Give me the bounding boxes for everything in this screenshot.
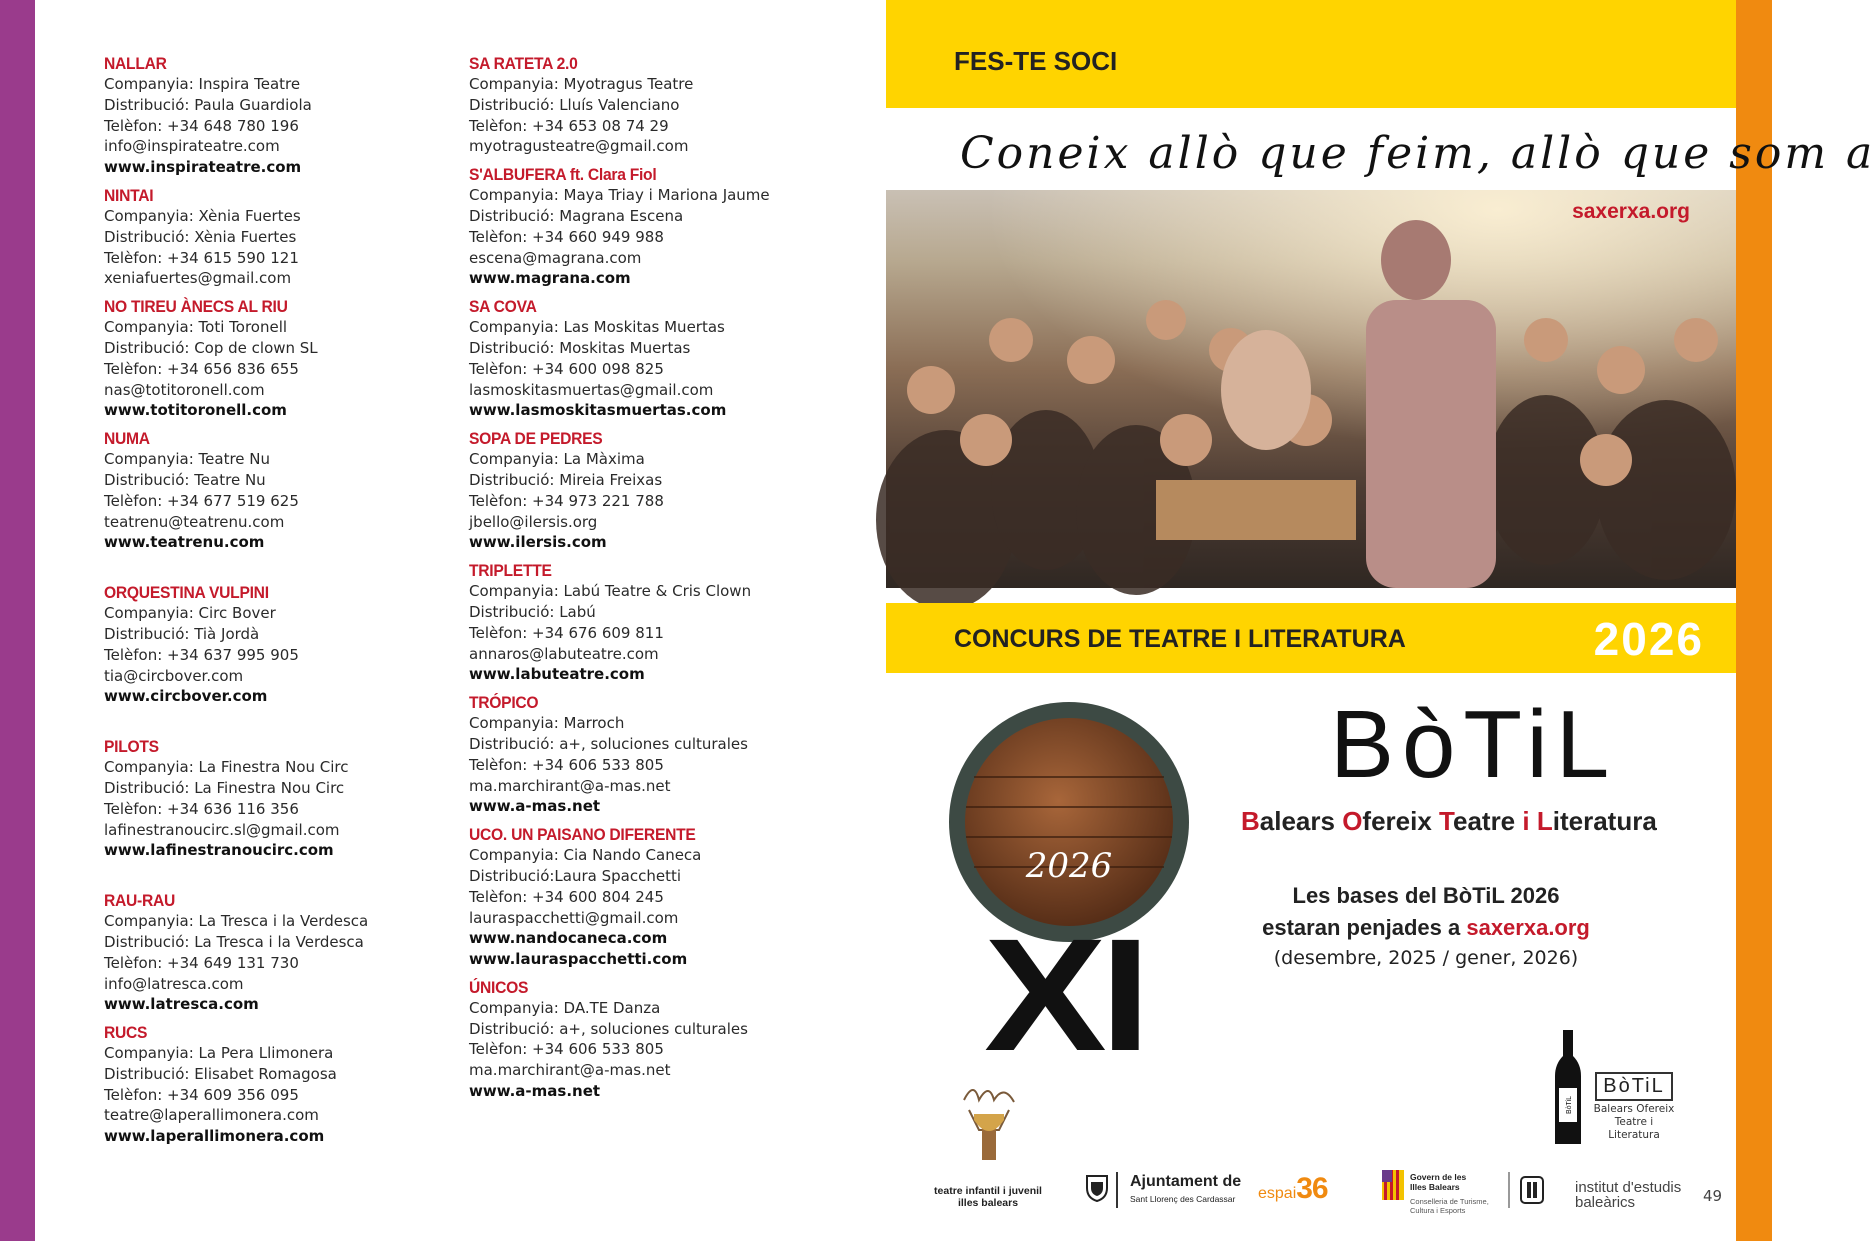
entry-orquestina bbox=[104, 583, 464, 707]
entry-phone: Telèfon: +34 648 780 196 bbox=[104, 116, 299, 135]
entry-email[interactable]: info@latresca.com bbox=[104, 974, 244, 993]
entry-phone: Telèfon: +34 973 221 788 bbox=[469, 491, 664, 510]
entry-distribution: Distribució: Paula Guardiola bbox=[104, 95, 312, 114]
entry-company: Companyia: Las Moskitas Muertas bbox=[469, 318, 725, 337]
entry-tropico bbox=[469, 693, 829, 817]
espai36-logo: espai36 bbox=[1258, 1172, 1328, 1205]
entry-phone: Telèfon: +34 615 590 121 bbox=[104, 248, 299, 267]
barrel-year: 2026 bbox=[1025, 846, 1113, 886]
entry-title: SOPA DE PEDRES bbox=[469, 429, 603, 449]
entry-web[interactable]: www.ilersis.com bbox=[469, 533, 607, 552]
entry-title: NALLAR bbox=[104, 54, 167, 73]
ajuntament-sub: Sant Llorenç des Cardassar bbox=[1130, 1194, 1236, 1204]
entry-phone: Telèfon: +34 637 995 905 bbox=[104, 645, 299, 664]
teatre-infantil-logo-icon bbox=[954, 1080, 1024, 1162]
entry-unicos bbox=[469, 978, 829, 1102]
entry-sopa-de-pedres bbox=[469, 429, 829, 553]
bases-link[interactable]: saxerxa.org bbox=[1466, 915, 1590, 940]
entry-web[interactable]: www.nandocaneca.com bbox=[469, 929, 668, 948]
ajuntament-divider bbox=[1116, 1172, 1118, 1208]
entry-distribution: Distribució: La Finestra Nou Circ bbox=[104, 778, 345, 797]
entry-phone: Telèfon: +34 609 356 095 bbox=[104, 1085, 299, 1104]
entry-company: Companyia: Xènia Fuertes bbox=[104, 206, 301, 225]
entry-sa-cova bbox=[469, 297, 829, 421]
entry-company: Companyia: Circ Bover bbox=[104, 604, 276, 623]
page-number: 49 bbox=[1703, 1187, 1723, 1205]
entry-title: RAU-RAU bbox=[104, 891, 176, 911]
mini-logo-title: BòTiL bbox=[1595, 1072, 1673, 1101]
entry-email[interactable]: teatre@laperallimonera.com bbox=[104, 1106, 319, 1125]
entry-phone: Telèfon: +34 649 131 730 bbox=[104, 953, 299, 972]
entry-phone: Telèfon: +34 606 533 805 bbox=[469, 1040, 664, 1059]
fes-te-soci-banner bbox=[886, 0, 1736, 108]
entry-distribution: Distribució: Labú bbox=[469, 602, 596, 621]
entry-web[interactable]: www.inspirateatre.com bbox=[104, 158, 302, 177]
entry-email[interactable]: myotragusteatre@gmail.com bbox=[469, 137, 689, 156]
entry-distribution: Distribució: La Tresca i la Verdesca bbox=[104, 932, 364, 951]
entry-title: NINTAI bbox=[104, 185, 154, 205]
govern-title: Govern de les Illes Balears bbox=[1410, 1172, 1467, 1192]
ajuntament-title: Ajuntament de bbox=[1130, 1173, 1242, 1190]
entry-email[interactable]: tia@circbover.com bbox=[104, 666, 244, 685]
bottle-label: BòTiL bbox=[1566, 1095, 1573, 1115]
entry-web[interactable]: www.lasmoskitasmuertas.com bbox=[469, 401, 727, 420]
botil-acronym: Balears Ofereix Teatre i Literatura bbox=[1241, 806, 1657, 836]
audience-photo bbox=[886, 190, 1736, 588]
entry-email[interactable]: ma.marchirant@a-mas.net bbox=[469, 1061, 671, 1080]
entry-distribution: Distribució: a+, soluciones culturales bbox=[469, 734, 748, 753]
bases-line-2: estaran penjades a saxerxa.org bbox=[1262, 915, 1590, 940]
entry-triplette bbox=[469, 561, 829, 685]
govern-flag-icon bbox=[1382, 1170, 1404, 1200]
entry-web-secondary[interactable]: www.lauraspacchetti.com bbox=[469, 950, 688, 969]
govern-sub: Conselleria de Turisme, Cultura i Esports bbox=[1410, 1197, 1489, 1215]
entry-phone: Telèfon: +34 636 116 356 bbox=[104, 799, 299, 818]
entry-company: Companyia: Cia Nando Caneca bbox=[469, 846, 702, 865]
entry-phone: Telèfon: +34 606 533 805 bbox=[469, 755, 664, 774]
entry-company: Companyia: La Pera Llimonera bbox=[104, 1044, 334, 1063]
entry-distribution: Distribució: Mireia Freixas bbox=[469, 470, 663, 489]
script-tagline: Coneix allò que feim, allò que som a bbox=[960, 128, 1875, 179]
entry-company: Companyia: La Tresca i la Verdesca bbox=[104, 912, 369, 931]
entry-distribution: Distribució: Elisabet Romagosa bbox=[104, 1064, 337, 1083]
entry-title: NUMA bbox=[104, 429, 150, 449]
entry-web[interactable]: www.teatrenu.com bbox=[104, 533, 265, 552]
entry-salbufera bbox=[469, 165, 829, 289]
entry-distribution: Distribució: Teatre Nu bbox=[104, 470, 266, 489]
entry-company: Companyia: Toti Toronell bbox=[104, 318, 288, 337]
entry-company: Companyia: Marroch bbox=[469, 714, 625, 733]
entry-title: ORQUESTINA VULPINI bbox=[104, 583, 269, 603]
entry-phone: Telèfon: +34 600 804 245 bbox=[469, 887, 664, 906]
entry-web[interactable]: www.totitoronell.com bbox=[104, 401, 287, 420]
entry-title: NO TIREU ÀNECS AL RIU bbox=[104, 297, 288, 317]
directory-column-middle bbox=[469, 54, 829, 1102]
entry-email[interactable]: lauraspacchetti@gmail.com bbox=[469, 908, 679, 927]
entry-company: Companyia: Labú Teatre & Cris Clown bbox=[469, 582, 752, 601]
mini-logo-sub-2: Teatre i Literatura bbox=[1608, 1116, 1660, 1141]
entry-title: ÚNICOS bbox=[469, 977, 529, 997]
entry-distribution: Distribució: Magrana Escena bbox=[469, 206, 684, 225]
entry-web[interactable]: www.circbover.com bbox=[104, 687, 268, 706]
entry-distribution: Distribució: Cop de clown SL bbox=[104, 338, 318, 357]
entry-title: TRÓPICO bbox=[469, 693, 539, 713]
bases-line-1: Les bases del BòTiL 2026 bbox=[1292, 883, 1560, 908]
contest-banner bbox=[886, 603, 1736, 673]
entry-web[interactable]: www.laperallimonera.com bbox=[104, 1127, 325, 1146]
entry-email[interactable]: info@inspirateatre.com bbox=[104, 137, 280, 156]
entry-no-tireu bbox=[104, 297, 464, 421]
bases-text bbox=[1226, 880, 1626, 944]
ieb-divider bbox=[1508, 1172, 1510, 1208]
entry-uco bbox=[469, 825, 829, 970]
entry-distribution: Distribució: Lluís Valenciano bbox=[469, 95, 680, 114]
teatre-infantil-text: teatre infantil i juvenil illes balears bbox=[934, 1185, 1042, 1209]
edition-number: XI bbox=[984, 905, 1145, 1084]
entry-web[interactable]: www.latresca.com bbox=[104, 995, 259, 1014]
entry-company: Companyia: La Màxima bbox=[469, 450, 645, 469]
entry-web[interactable]: www.a-mas.net bbox=[469, 797, 601, 816]
entry-title: PILOTS bbox=[104, 737, 159, 757]
entry-title: TRIPLETTE bbox=[469, 561, 552, 581]
entry-nintai bbox=[104, 186, 464, 289]
entry-nallar bbox=[104, 54, 464, 178]
botil-logo-title: BòTiL bbox=[1330, 691, 1618, 798]
entry-phone: Telèfon: +34 660 949 988 bbox=[469, 227, 664, 246]
entry-email[interactable]: annaros@labuteatre.com bbox=[469, 644, 659, 663]
directory-column-left bbox=[104, 54, 464, 1147]
entry-email[interactable]: lasmoskitasmuertas@gmail.com bbox=[469, 380, 714, 399]
entry-company: Companyia: La Finestra Nou Circ bbox=[104, 758, 349, 777]
entry-title: UCO. UN PAISANO DIFERENTE bbox=[469, 825, 696, 845]
entry-distribution: Distribució: a+, soluciones culturales bbox=[469, 1019, 748, 1038]
entry-web[interactable]: www.a-mas.net bbox=[469, 1082, 601, 1101]
ajuntament-shield-icon bbox=[1085, 1174, 1109, 1202]
entry-distribution: Distribució: Tià Jordà bbox=[104, 624, 260, 643]
entry-company: Companyia: Maya Triay i Mariona Jaume bbox=[469, 186, 770, 205]
entry-company: Companyia: DA.TE Danza bbox=[469, 998, 661, 1017]
entry-email[interactable]: nas@totitoronell.com bbox=[104, 380, 265, 399]
entry-title: RUCS bbox=[104, 1023, 148, 1043]
entry-phone: Telèfon: +34 656 836 655 bbox=[104, 359, 299, 378]
entry-title: SA COVA bbox=[469, 297, 537, 317]
entry-phone: Telèfon: +34 653 08 74 29 bbox=[469, 116, 669, 135]
entry-web[interactable]: www.labuteatre.com bbox=[469, 665, 645, 684]
entry-rau-rau bbox=[104, 891, 464, 1015]
ieb-title: institut d'estudis baleàrics bbox=[1575, 1179, 1682, 1211]
entry-sa-rateta bbox=[469, 54, 829, 157]
entry-distribution: Distribució: Moskitas Muertas bbox=[469, 338, 691, 357]
entry-email[interactable]: jbello@ilersis.org bbox=[469, 512, 598, 531]
fes-te-soci-heading: FES-TE SOCI bbox=[954, 46, 1118, 76]
entry-company: Companyia: Myotragus Teatre bbox=[469, 75, 694, 93]
right-orange-band bbox=[1736, 0, 1772, 1241]
saxerxa-link[interactable]: saxerxa.org bbox=[1572, 200, 1690, 223]
botil-mini-logo bbox=[1588, 1072, 1680, 1146]
mini-logo-sub-1: Balears Ofereix bbox=[1593, 1103, 1675, 1115]
contest-title: CONCURS DE TEATRE I LITERATURA bbox=[954, 625, 1406, 653]
entry-distribution: Distribució:Laura Spacchetti bbox=[469, 866, 681, 885]
entry-rucs bbox=[104, 1023, 464, 1147]
entry-phone: Telèfon: +34 676 609 811 bbox=[469, 623, 664, 642]
entry-email[interactable]: xeniafuertes@gmail.com bbox=[104, 269, 292, 288]
ieb-logo-icon bbox=[1520, 1176, 1544, 1204]
entry-title: S'ALBUFERA ft. Clara Fiol bbox=[469, 165, 657, 185]
audience-photo-illustration bbox=[886, 190, 1736, 588]
entry-web[interactable]: www.lafinestranoucirc.com bbox=[104, 841, 334, 860]
entry-email[interactable]: ma.marchirant@a-mas.net bbox=[469, 776, 671, 795]
entry-numa bbox=[104, 429, 464, 553]
bottle-icon bbox=[1553, 1030, 1583, 1144]
entry-phone: Telèfon: +34 600 098 825 bbox=[469, 359, 664, 378]
entry-company: Companyia: Teatre Nu bbox=[104, 450, 271, 469]
bases-dates: (desembre, 2025 / gener, 2026) bbox=[1273, 947, 1579, 969]
entry-email[interactable]: teatrenu@teatrenu.com bbox=[104, 512, 285, 531]
entry-phone: Telèfon: +34 677 519 625 bbox=[104, 491, 299, 510]
entry-web[interactable]: www.magrana.com bbox=[469, 269, 631, 288]
entry-title: SA RATETA 2.0 bbox=[469, 54, 578, 73]
entry-email[interactable]: escena@magrana.com bbox=[469, 248, 642, 267]
entry-email[interactable]: lafinestranoucirc.sl@gmail.com bbox=[104, 820, 340, 839]
entry-company: Companyia: Inspira Teatre bbox=[104, 75, 301, 93]
entry-distribution: Distribució: Xènia Fuertes bbox=[104, 227, 297, 246]
contest-year: 2026 bbox=[1593, 613, 1704, 665]
entry-pilots bbox=[104, 737, 464, 861]
left-purple-band bbox=[0, 0, 35, 1241]
